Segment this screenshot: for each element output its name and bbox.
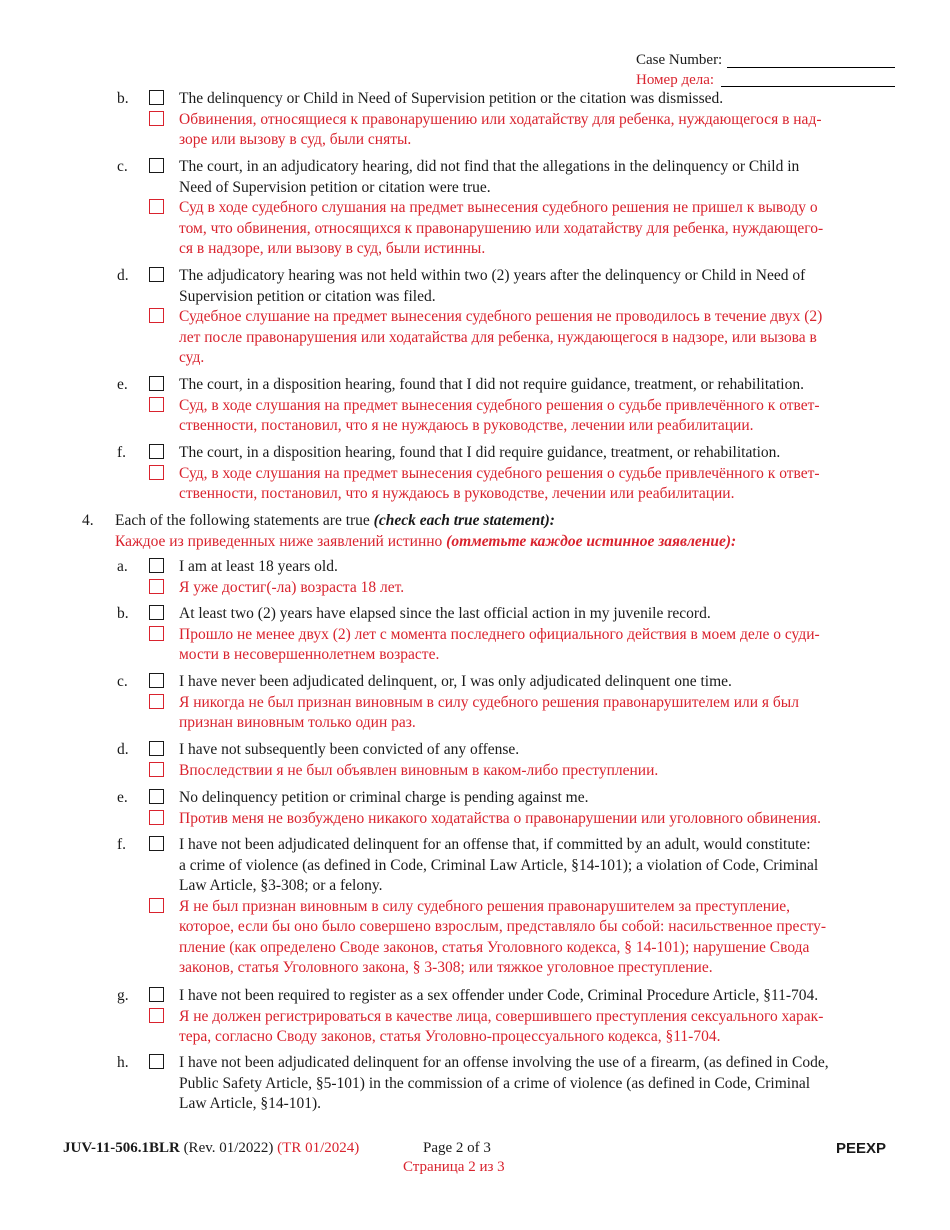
statement-text-ru: Я уже достиг(-ла) возраста 18 лет. [179,578,405,596]
checkbox-en[interactable] [149,558,164,573]
statement-text: The adjudicatory hearing was not held within two (2) years after the delinquency or Child in Need of [179,267,806,284]
checkbox-ru[interactable] [149,397,164,412]
checkbox-en[interactable] [149,741,164,756]
statement-text-ru: Я не должен регистрироваться в качестве лица, совершившего преступления сексуального харак- [179,1007,824,1025]
form-footer-id [63,1140,359,1157]
statement-text: I am at least 18 years old. [179,558,338,575]
statement-text-ru: Я никогда не был признан виновным в силу судебного решения правонарушителем или я был [179,693,799,711]
statement-text-ru: зоре или вызову в суд, были сняты. [179,131,412,148]
statement-text: I have not been adjudicated delinquent for an offense that, if committed by an adult, would constitute: [179,836,811,853]
statement-text-ru: Обвинения, относящиеся к правонарушению или ходатайству для ребенка, нуждающегося в над- [179,110,822,128]
statement-text-ru: Я не был признан виновным в силу судебного решения правонарушителем за преступление, [179,897,791,915]
section-4-intro [115,511,555,531]
checkbox-en[interactable] [149,987,164,1002]
statement-text-ru: ственности, постановил, что я не нуждаюсь в руководстве, лечении или реабилитации. [179,417,754,434]
checkbox-en[interactable] [149,444,164,459]
checkbox-en[interactable] [149,158,164,173]
statement-text-ru: суд. [179,349,205,366]
statement-text: I have not been required to register as a sex offender under Code, Criminal Procedure Article, §11-704. [179,987,819,1004]
statement-text: No delinquency petition or criminal charge is pending against me. [179,789,589,806]
item-letter: c. [117,673,128,690]
checkbox-en[interactable] [149,789,164,804]
checkbox-ru[interactable] [149,111,164,126]
checkbox-en[interactable] [149,267,164,282]
form-code: PEEXP [836,1140,887,1157]
statement-text: Need of Supervision petition or citation were true. [179,178,491,196]
section-4-intro-ru-emphasis: (отметьте каждое истинное заявление): [446,533,737,550]
checkbox-en[interactable] [149,836,164,851]
page-number-ru: Страница 2 из 3 [403,1159,505,1175]
checkbox-en[interactable] [149,90,164,105]
statement-text: The court, in an adjudicatory hearing, did not find that the allegations in the delinquency or Child in [179,158,800,175]
item-letter: g. [117,987,129,1004]
statement-text: a crime of violence (as defined in Code, Criminal Law Article, §14-101); a violation of Code, Criminal [179,856,819,874]
checkbox-ru[interactable] [149,465,164,480]
section-4-number: 4. [82,512,94,529]
checkbox-en[interactable] [149,673,164,688]
statement-text: Public Safety Article, §5-101) in the commission of a crime of violence (as defined in Code, Criminal [179,1074,811,1092]
checkbox-ru[interactable] [149,579,164,594]
form-translation-revision: (TR 01/2024) [277,1140,360,1156]
statement-text: I have not subsequently been convicted of any offense. [179,741,520,758]
checkbox-ru[interactable] [149,762,164,777]
checkbox-ru[interactable] [149,898,164,913]
item-letter: h. [117,1054,129,1071]
item-letter: f. [117,836,127,853]
checkbox-ru[interactable] [149,308,164,323]
checkbox-ru[interactable] [149,694,164,709]
item-letter: b. [117,90,129,107]
statement-text-ru: том, что обвинения, относящихся к правонарушению или ходатайству для ребенка, нуждающего- [179,219,824,237]
page-number: Page 2 of 3 [423,1140,491,1156]
checkbox-ru[interactable] [149,1008,164,1023]
item-letter: f. [117,444,127,461]
statement-text-ru: Впоследствии я не был объявлен виновным в каком-либо преступлении. [179,761,659,779]
item-letter: d. [117,267,129,284]
statement-text: Law Article, §14-101). [179,1095,322,1112]
statement-text-ru: тера, согласно Своду законов, статья Уголовно-процессуального кодекса, §11-704. [179,1028,721,1045]
checkbox-ru[interactable] [149,626,164,641]
statement-text-ru: Суд, в ходе слушания на предмет вынесения судебного решения о судьбе привлечённого к ответ- [179,464,820,482]
case-number-field-ru[interactable] [721,70,895,87]
item-letter: a. [117,558,128,575]
section-4-intro-emphasis: (check each true statement): [373,512,555,529]
checkbox-en[interactable] [149,605,164,620]
form-revision: (Rev. 01/2022) [179,1140,278,1156]
statement-text-ru: пление (как определено Своде законов, статья Уголовного кодекса, § 14-101); нарушение Свода [179,938,810,956]
case-number-label: Case Number: [636,52,723,68]
case-number-label-ru: Номер дела: [636,72,715,88]
statement-text: At least two (2) years have elapsed since the last official action in my juvenile record. [179,605,711,622]
statement-text-ru: Против меня не возбуждено никакого ходатайства о правонарушении или уголовного обвинения. [179,809,821,827]
item-letter: e. [117,789,128,806]
statement-text: The court, in a disposition hearing, found that I did require guidance, treatment, or rehabilitation. [179,444,781,461]
checkbox-en[interactable] [149,1054,164,1069]
statement-text-ru: Суд в ходе судебного слушания на предмет вынесения судебного решения не пришел к выводу о [179,199,818,216]
statement-text: Law Article, §3-308; or a felony. [179,877,383,894]
statement-text-ru: которое, если бы оно было совершено взрослым, представляло бы собой: насильственное престу- [179,918,827,935]
statement-text-ru: лет после правонарушения или ходатайства для ребенка, нуждающегося в надзоре, или вызова в [179,328,817,346]
statement-text-ru: Суд, в ходе слушания на предмет вынесения судебного решения о судьбе привлечённого к ответ- [179,396,820,414]
checkbox-en[interactable] [149,376,164,391]
section-4-intro-ru-text: Каждое из приведенных ниже заявлений истинно [115,533,447,550]
checkbox-ru[interactable] [149,810,164,825]
statement-text-ru: Прошло не менее двух (2) лет с момента последнего официального действия в моем деле о суди- [179,625,820,643]
item-letter: d. [117,741,129,758]
statement-text: I have never been adjudicated delinquent, or, I was only adjudicated delinquent one time. [179,673,732,690]
statement-text: The delinquency or Child in Need of Supervision petition or the citation was dismissed. [179,90,724,107]
statement-text: Supervision petition or citation was filed. [179,287,436,305]
section-4-intro-text: Each of the following statements are true [115,512,374,529]
checkbox-ru[interactable] [149,199,164,214]
statement-text-ru: Судебное слушание на предмет вынесения судебного решения не проводилось в течение двух (2) [179,308,823,325]
statement-text: I have not been adjudicated delinquent for an offense involving the use of a firearm, (as defined in Code, [179,1054,829,1071]
statement-text-ru: ственности, постановил, что я нуждаюсь в руководстве, лечении или реабилитации. [179,485,735,502]
statement-text: The court, in a disposition hearing, found that I did not require guidance, treatment, or rehabilitation. [179,376,804,393]
statement-text-ru: ся в надзоре, или вызову в суд, были истинны. [179,240,486,257]
section-4-intro-ru [115,532,736,552]
statement-text-ru: мости в несовершеннолетнем возрасте. [179,646,440,663]
statement-text-ru: законов, статья Уголовного закона, § 3-308; или тяжкое уголовное преступление. [179,959,713,976]
item-letter: b. [117,605,129,622]
form-id: JUV-11-506.1BLR [63,1140,180,1156]
case-number-field[interactable] [727,51,895,68]
statement-text-ru: признан виновным только один раз. [179,714,416,731]
item-letter: c. [117,158,128,175]
item-letter: e. [117,376,128,393]
